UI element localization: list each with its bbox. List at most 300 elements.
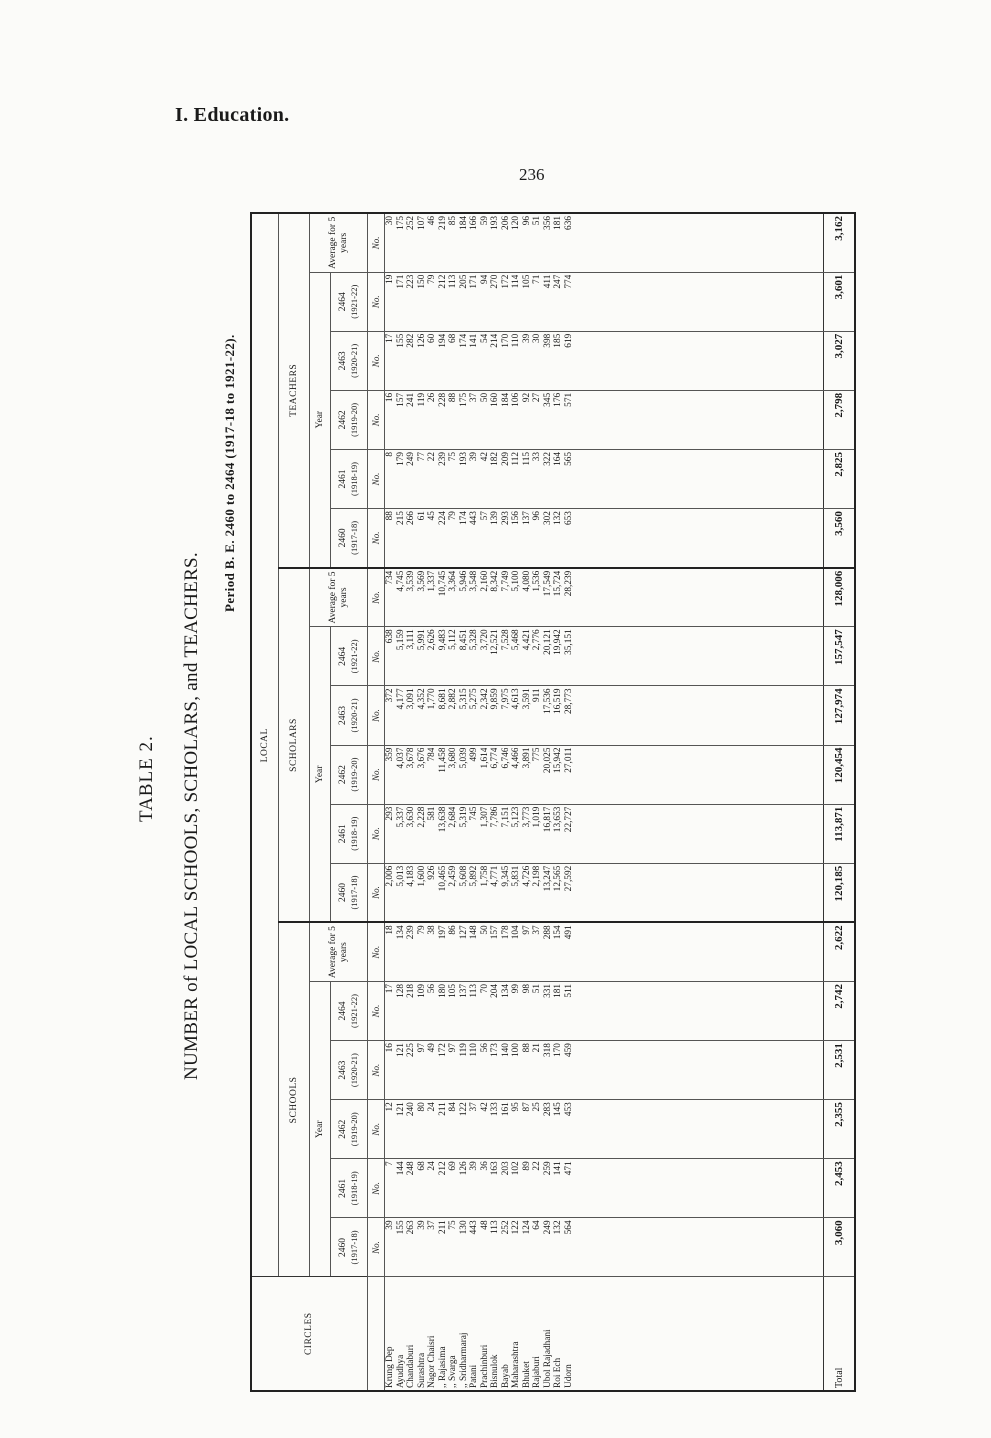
cell-value: 5,123	[511, 806, 521, 828]
cell-value: 7,749	[500, 570, 511, 592]
cell-value: 50	[479, 392, 490, 403]
cell-value: 4,183	[406, 865, 416, 887]
cell-value: 33	[532, 451, 542, 462]
cell-value: 39	[469, 1161, 479, 1171]
cell-value: 12,565	[553, 865, 563, 892]
cell-value: 471	[563, 1161, 574, 1176]
cell-value: 75	[448, 1220, 458, 1230]
cell-value: 252	[500, 1220, 511, 1235]
cell-value: 112	[511, 451, 521, 466]
cell-value: 5,039	[458, 747, 469, 769]
cell-value: 581	[427, 806, 437, 821]
circle-name: Bisnulok	[490, 1354, 500, 1388]
cell-value: 96	[521, 216, 532, 226]
cell-value: 122	[511, 1220, 521, 1235]
cell-value: 150	[416, 274, 427, 289]
cell-value: 5,468	[511, 629, 521, 651]
no-label: No.	[368, 1100, 385, 1159]
cell-value: 21	[532, 1043, 542, 1053]
cell-value: 48	[479, 1220, 490, 1230]
cell-value: 42	[479, 451, 490, 462]
cell-value: 8,681	[437, 688, 448, 710]
scholars-year-2460-header	[331, 863, 368, 922]
cell-value: 2,459	[448, 865, 458, 887]
cell-value: 398	[542, 333, 553, 348]
cell-value: 128	[395, 983, 406, 998]
cell-value: 240	[406, 1102, 416, 1117]
cell-value: 3,678	[406, 747, 416, 769]
statistics-table	[250, 212, 856, 1392]
cell-value: 193	[490, 216, 500, 230]
cell-value: 86	[448, 925, 458, 935]
cell-value: 56	[479, 1043, 490, 1053]
schools-year-2464-header	[331, 981, 368, 1040]
cell-value: 13,653	[553, 806, 563, 833]
no-label: No.	[368, 213, 385, 272]
cell-value: 564	[563, 1220, 574, 1235]
cell-value: 122	[458, 1102, 469, 1117]
cell-value: 179	[395, 451, 406, 466]
total-teachers-y2462: 2,798	[824, 390, 856, 449]
cell-value: 105	[448, 983, 458, 998]
cell-value: 734	[385, 570, 395, 585]
year-label: 2464	[338, 646, 348, 666]
cell-value: 133	[490, 1102, 500, 1117]
cell-value: 26	[427, 392, 437, 403]
cell-value: 75	[448, 451, 458, 462]
cell-value: 110	[511, 333, 521, 348]
cell-value: 359	[385, 747, 395, 762]
circle-name: Ayudhya	[395, 1354, 406, 1388]
cell-value: 241	[406, 392, 416, 407]
cell-value: 453	[563, 1102, 574, 1117]
year-label: 2461	[338, 824, 348, 844]
cell-value: 8,451	[458, 629, 469, 651]
circle-name: Bayab	[500, 1364, 511, 1388]
cell-value: 181	[553, 983, 563, 998]
cell-value: 1,758	[479, 865, 490, 887]
year-label: 2462	[338, 410, 348, 430]
cell-value: 27,592	[563, 865, 574, 892]
scholars-year-2461-header	[331, 804, 368, 863]
cell-value: 20,121	[542, 629, 553, 655]
total-teachers-y2461: 2,825	[824, 449, 856, 508]
cell-value: 181	[553, 216, 563, 230]
cell-value: 17,536	[542, 688, 553, 714]
cell-value: 99	[511, 983, 521, 994]
teachers-year-2462-header	[331, 390, 368, 449]
cell-value: 25	[532, 1102, 542, 1112]
cell-value: 28,773	[563, 688, 574, 714]
total-schools-y2463: 2,531	[824, 1041, 856, 1100]
cell-value: 745	[469, 806, 479, 821]
cell-value: 184	[500, 392, 511, 407]
schools-year-2462-header	[331, 1100, 368, 1159]
cell-value: 139	[490, 511, 500, 526]
cell-value: 61	[416, 511, 427, 521]
cell-value: 4,177	[395, 688, 406, 710]
cell-value: 163	[490, 1161, 500, 1176]
cell-value: 9,345	[500, 865, 511, 887]
cell-value: 157	[490, 925, 500, 940]
cell-value: 653	[563, 511, 574, 526]
scholars-y2461-column	[385, 804, 824, 863]
total-scholars-y2462: 120,454	[824, 745, 856, 804]
cell-value: 926	[427, 865, 437, 880]
table-period-title: Period B. E. 2460 to 2464 (1917-18 to 1921-22).	[222, 334, 237, 612]
cell-value: 156	[511, 511, 521, 526]
circle-name: Krung Dep	[385, 1346, 395, 1388]
cell-value: 42	[479, 1102, 490, 1112]
teachers-year-2464-header	[331, 272, 368, 331]
no-label: No.	[368, 922, 385, 981]
cell-value: 37	[469, 392, 479, 403]
year-label: 2461	[338, 1178, 348, 1198]
cell-value: 80	[416, 1102, 427, 1112]
cell-value: 126	[458, 1161, 469, 1176]
cell-value: 3,773	[521, 806, 532, 828]
cell-value: 266	[406, 511, 416, 526]
cell-value: 293	[500, 511, 511, 526]
cell-value: 5,112	[448, 629, 458, 650]
cell-value: 4,037	[395, 747, 406, 769]
no-label: No.	[368, 1218, 385, 1277]
schools-y2462-column	[385, 1100, 824, 1159]
no-label: No.	[368, 509, 385, 568]
cell-value: 50	[479, 925, 490, 935]
no-label: No.	[368, 1159, 385, 1218]
teachers-year-2463-header	[331, 331, 368, 390]
cell-value: 141	[469, 333, 479, 348]
cell-value: 5,100	[511, 570, 521, 592]
cell-value: 104	[511, 925, 521, 940]
cell-value: 88	[448, 392, 458, 403]
period-label: (1917-18)	[349, 875, 359, 910]
schools-year-2461-header	[331, 1159, 368, 1218]
cell-value: 182	[490, 451, 500, 466]
cell-value: 89	[521, 1161, 532, 1171]
cell-value: 96	[532, 511, 542, 521]
year-label: 2460	[338, 528, 348, 548]
cell-value: 209	[500, 451, 511, 466]
cell-value: 239	[437, 451, 448, 466]
period-label: (1920-21)	[349, 1053, 359, 1088]
cell-value: 141	[553, 1161, 563, 1176]
scholars-year-2463-header	[331, 686, 368, 745]
table-number-title: TABLE 2.	[136, 735, 157, 822]
teachers-year-2461-header	[331, 449, 368, 508]
cell-value: 9,483	[437, 629, 448, 651]
cell-value: 77	[416, 451, 427, 462]
cell-value: 166	[469, 216, 479, 230]
cell-value: 160	[490, 392, 500, 407]
cell-value: 13,638	[437, 806, 448, 833]
total-teachers-y2464: 3,601	[824, 272, 856, 331]
cell-value: 1,536	[532, 570, 542, 592]
cell-value: 252	[406, 216, 416, 230]
header-row-year	[310, 213, 331, 1391]
cell-value: 113	[469, 983, 479, 998]
schools-avg-column	[385, 922, 824, 981]
header-row-no	[368, 213, 385, 1391]
cell-value: 113	[448, 274, 458, 289]
cell-value: 193	[458, 451, 469, 466]
period-label: (1918-19)	[349, 1171, 359, 1206]
cell-value: 223	[406, 274, 416, 289]
no-label: No.	[368, 390, 385, 449]
schools-y2460-column	[385, 1218, 824, 1277]
cell-value: 249	[406, 451, 416, 466]
cell-value: 356	[542, 216, 553, 230]
cell-value: 5,013	[395, 865, 406, 887]
cell-value: 499	[469, 747, 479, 762]
cell-value: 248	[406, 1161, 416, 1176]
cell-value: 184	[458, 216, 469, 230]
cell-value: 79	[416, 925, 427, 935]
cell-value: 98	[521, 983, 532, 994]
cell-value: 7	[385, 1161, 395, 1166]
teachers-y2463-column	[385, 331, 824, 390]
cell-value: 105	[521, 274, 532, 289]
cell-value: 7,786	[490, 806, 500, 828]
cell-value: 13,247	[542, 865, 553, 892]
schools-year-2463-header	[331, 1041, 368, 1100]
cell-value: 2,882	[448, 688, 458, 710]
cell-value: 212	[437, 274, 448, 289]
period-label: (1920-21)	[349, 343, 359, 378]
circle-name: Surashtra	[416, 1352, 427, 1388]
cell-value: 69	[448, 1161, 458, 1171]
cell-value: 8,342	[490, 570, 500, 592]
no-label: No.	[368, 627, 385, 686]
cell-value: 511	[563, 983, 574, 998]
cell-value: 2,776	[532, 629, 542, 651]
cell-value: 7,151	[500, 806, 511, 828]
cell-value: 85	[448, 216, 458, 226]
no-label: No.	[368, 686, 385, 745]
cell-value: 120	[511, 216, 521, 230]
scholars-avg-column	[385, 568, 824, 627]
teachers-y2460-column	[385, 509, 824, 568]
no-label: No.	[368, 745, 385, 804]
cell-value: 636	[563, 216, 574, 230]
scholars-y2460-column	[385, 863, 824, 922]
cell-value: 1,019	[532, 806, 542, 828]
cell-value: 157	[395, 392, 406, 407]
table-body-row	[385, 213, 824, 1391]
cell-value: 7,975	[500, 688, 511, 710]
cell-value: 17	[385, 333, 395, 344]
cell-value: 4,745	[395, 570, 406, 592]
cell-value: 102	[511, 1161, 521, 1176]
circle-name: Bhuket	[521, 1361, 532, 1388]
table-main-title: NUMBER of LOCAL SCHOOLS, SCHOLARS, and TEACHERS.	[181, 552, 202, 1080]
cell-value: 15,724	[553, 570, 563, 597]
page-number: 236	[519, 165, 545, 184]
cell-value: 5,319	[458, 806, 469, 828]
cell-value: 68	[448, 333, 458, 344]
cell-value: 197	[437, 925, 448, 940]
total-scholars-y2463: 127,974	[824, 686, 856, 745]
circle-name: ,, Rajasima	[437, 1346, 448, 1388]
local-header: LOCAL	[251, 213, 279, 1277]
schools-year-2460-header	[331, 1218, 368, 1277]
cell-value: 331	[542, 983, 553, 998]
period-label: (1919-20)	[349, 1112, 359, 1147]
cell-value: 3,891	[521, 747, 532, 769]
circles-column	[385, 1277, 824, 1391]
cell-value: 4,726	[521, 865, 532, 887]
cell-value: 39	[469, 451, 479, 462]
period-label: (1921-22)	[349, 994, 359, 1029]
total-scholars-y2460: 120,185	[824, 863, 856, 922]
cell-value: 619	[563, 333, 574, 348]
cell-value: 92	[521, 392, 532, 403]
cell-value: 282	[406, 333, 416, 348]
cell-value: 283	[542, 1102, 553, 1117]
cell-value: 491	[563, 925, 574, 940]
cell-value: 24	[427, 1161, 437, 1171]
cell-value: 239	[406, 925, 416, 940]
cell-value: 18	[385, 925, 395, 935]
cell-value: 155	[395, 1220, 406, 1235]
cell-value: 171	[395, 274, 406, 289]
cell-value: 172	[437, 1043, 448, 1058]
cell-value: 288	[542, 925, 553, 940]
schools-y2464-column	[385, 981, 824, 1040]
cell-value: 5,991	[416, 629, 427, 651]
cell-value: 3,676	[416, 747, 427, 769]
cell-value: 443	[469, 511, 479, 526]
cell-value: 39	[521, 333, 532, 344]
header-row-years	[331, 213, 368, 1391]
cell-value: 134	[395, 925, 406, 940]
cell-value: 148	[469, 925, 479, 940]
cell-value: 2,160	[479, 570, 490, 592]
cell-value: 132	[553, 1220, 563, 1235]
total-scholars-avg: 128,006	[824, 568, 856, 627]
cell-value: 70	[479, 983, 490, 994]
cell-value: 214	[490, 333, 500, 348]
cell-value: 211	[437, 1220, 448, 1234]
cell-value: 100	[511, 1043, 521, 1058]
year-label: 2464	[338, 1001, 348, 1021]
cell-value: 5,275	[469, 688, 479, 710]
circle-name: Chandaburi	[406, 1344, 416, 1388]
cell-value: 140	[500, 1043, 511, 1058]
cell-value: 126	[416, 333, 427, 348]
teachers-y2464-column	[385, 272, 824, 331]
cell-value: 155	[395, 333, 406, 348]
cell-value: 57	[479, 511, 490, 521]
circle-name: Roi Ech	[553, 1357, 563, 1388]
total-schools-y2460: 3,060	[824, 1218, 856, 1277]
scholars-year-header: Year	[310, 627, 331, 923]
cell-value: 224	[437, 511, 448, 526]
period-label: (1921-22)	[349, 284, 359, 319]
cell-value: 1,307	[479, 806, 490, 828]
cell-value: 263	[406, 1220, 416, 1235]
cell-value: 2,684	[448, 806, 458, 828]
total-teachers-y2460: 3,560	[824, 509, 856, 568]
no-label: No.	[368, 272, 385, 331]
cell-value: 107	[416, 216, 427, 230]
cell-value: 94	[479, 274, 490, 284]
period-label: (1919-20)	[349, 402, 359, 437]
cell-value: 37	[427, 1220, 437, 1230]
cell-value: 49	[427, 1043, 437, 1053]
cell-value: 16,817	[542, 806, 553, 833]
cell-value: 1,614	[479, 747, 490, 769]
cell-value: 218	[406, 983, 416, 998]
year-label: 2462	[338, 765, 348, 785]
cell-value: 22	[532, 1161, 542, 1171]
cell-value: 79	[427, 274, 437, 284]
cell-value: 10,745	[437, 570, 448, 597]
cell-value: 46	[427, 216, 437, 226]
schools-year-header: Year	[310, 981, 331, 1277]
cell-value: 3,680	[448, 747, 458, 769]
no-label: No.	[368, 449, 385, 508]
cell-value: 95	[511, 1102, 521, 1112]
cell-value: 30	[385, 216, 395, 226]
cell-value: 113	[490, 1220, 500, 1234]
cell-value: 27,011	[563, 747, 574, 773]
cell-value: 11,458	[437, 747, 448, 773]
cell-value: 154	[553, 925, 563, 940]
cell-value: 2,342	[479, 688, 490, 710]
cell-value: 88	[521, 1043, 532, 1053]
cell-value: 54	[479, 333, 490, 344]
cell-value: 3,720	[479, 629, 490, 651]
cell-value: 3,091	[406, 688, 416, 710]
scholars-average-header: Average for 5 years	[310, 568, 368, 627]
cell-value: 84	[448, 1102, 458, 1112]
cell-value: 6,746	[500, 747, 511, 769]
cell-value: 17,549	[542, 570, 553, 597]
no-label: No.	[368, 863, 385, 922]
cell-value: 411	[542, 274, 553, 289]
cell-value: 97	[448, 1043, 458, 1053]
cell-value: 12,521	[490, 629, 500, 655]
cell-value: 5,337	[395, 806, 406, 828]
circle-name: Nagor Chaisri	[427, 1335, 437, 1388]
cell-value: 164	[553, 451, 563, 466]
cell-value: 4,466	[511, 747, 521, 769]
no-label: No.	[368, 331, 385, 390]
cell-value: 37	[532, 925, 542, 935]
total-scholars-y2461: 113,871	[824, 804, 856, 863]
cell-value: 161	[500, 1102, 511, 1117]
cell-value: 115	[521, 451, 532, 466]
year-label: 2460	[338, 883, 348, 903]
cell-value: 4,613	[511, 688, 521, 710]
cell-value: 38	[427, 925, 437, 935]
cell-value: 2,198	[532, 865, 542, 887]
cell-value: 2,626	[427, 629, 437, 651]
cell-value: 203	[500, 1161, 511, 1176]
total-schools-y2464: 2,742	[824, 981, 856, 1040]
no-label: No.	[368, 1041, 385, 1100]
cell-value: 119	[416, 392, 427, 407]
cell-value: 15,942	[553, 747, 563, 774]
cell-value: 205	[458, 274, 469, 289]
cell-value: 3,591	[521, 688, 532, 710]
cell-value: 4,421	[521, 629, 532, 651]
cell-value: 17	[385, 983, 395, 994]
cell-value: 8	[385, 451, 395, 457]
cell-value: 204	[490, 983, 500, 998]
